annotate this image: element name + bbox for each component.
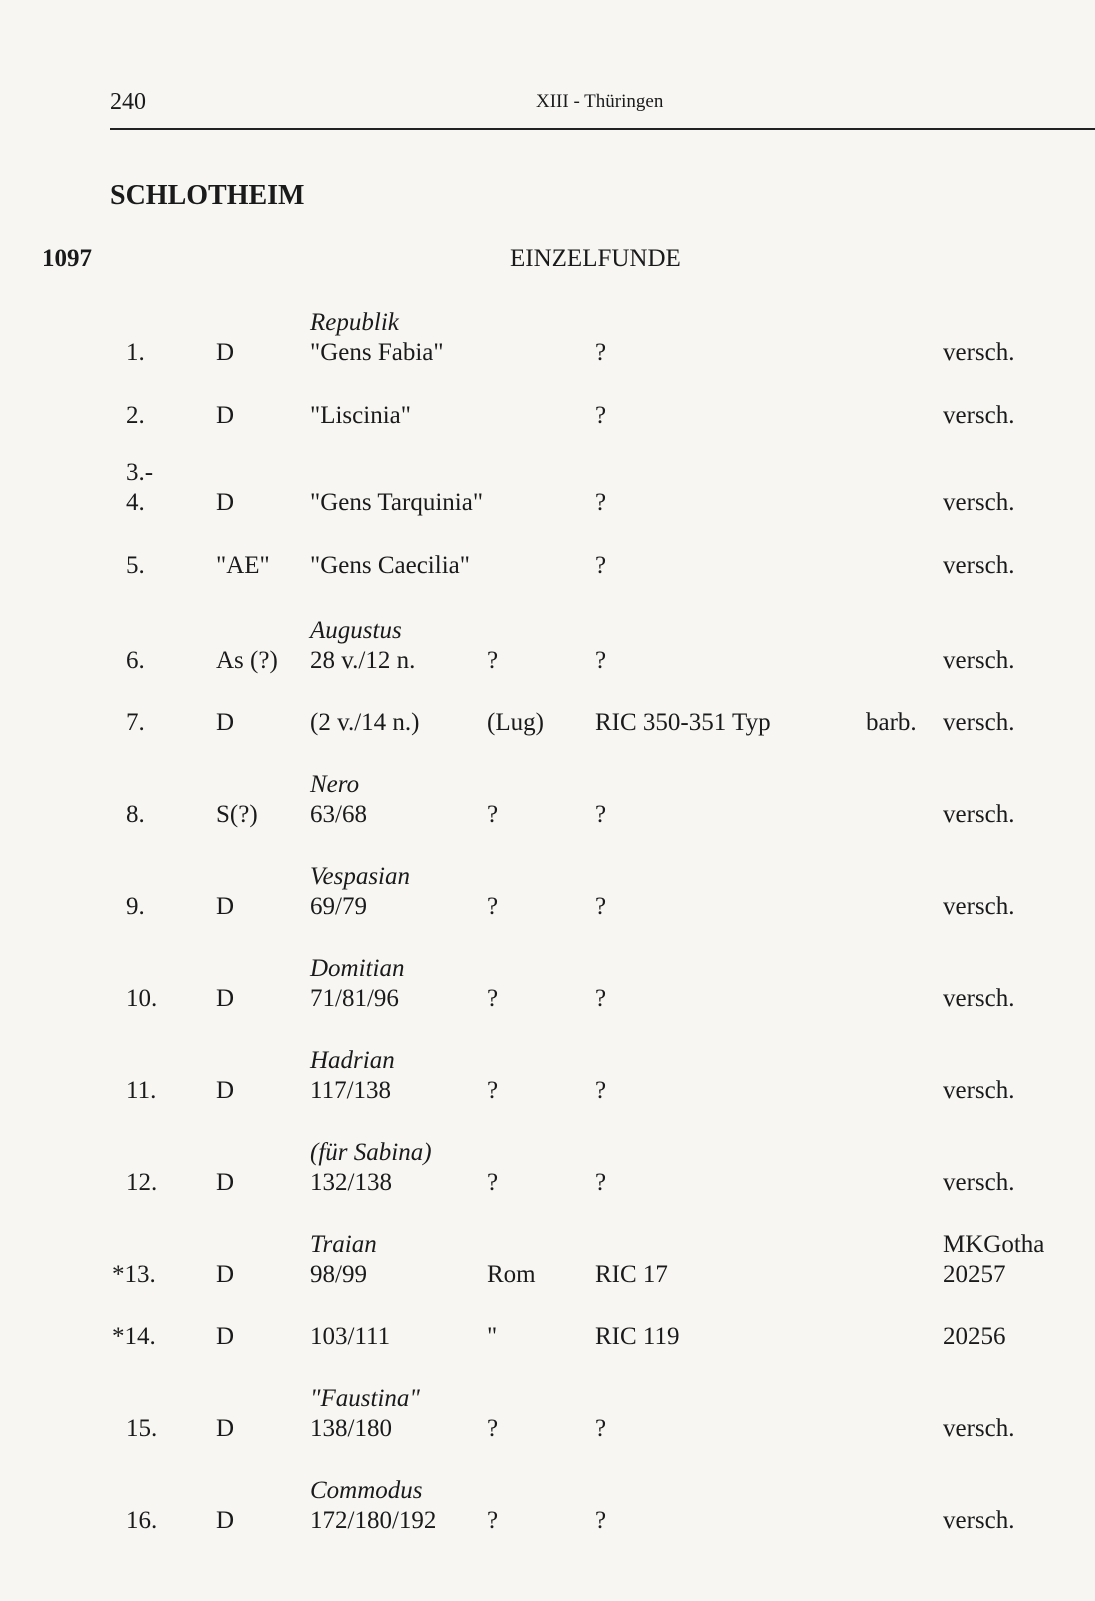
entry-number: 2. xyxy=(126,402,145,429)
mint: ? xyxy=(487,1415,499,1442)
mint: ? xyxy=(487,985,499,1012)
date-or-type: 172/180/192 xyxy=(310,1507,437,1534)
find-number: 1097 xyxy=(42,245,92,272)
entry-number: 3.- xyxy=(126,459,154,486)
entry-number: 8. xyxy=(126,801,145,828)
date-or-type: 28 v./12 n. xyxy=(310,647,416,674)
entry-number: 4. xyxy=(126,489,145,516)
reference: ? xyxy=(595,893,607,920)
date-or-type: 132/138 xyxy=(310,1169,392,1196)
location: versch. xyxy=(943,339,1015,366)
location: versch. xyxy=(943,647,1015,674)
ruler-heading: Vespasian xyxy=(310,863,410,890)
mint: ? xyxy=(487,801,499,828)
denomination: D xyxy=(216,339,235,366)
location: versch. xyxy=(943,893,1015,920)
date-or-type: "Gens Caecilia" xyxy=(310,552,470,579)
denomination: S(?) xyxy=(216,801,258,828)
reference: ? xyxy=(595,1507,607,1534)
location: versch. xyxy=(943,1507,1015,1534)
denomination: D xyxy=(216,1077,235,1104)
ruler-heading: "Faustina" xyxy=(310,1385,420,1412)
denomination: D xyxy=(216,1415,235,1442)
date-or-type: 98/99 xyxy=(310,1261,367,1288)
location: versch. xyxy=(943,801,1015,828)
date-or-type: 138/180 xyxy=(310,1415,392,1442)
header-rule xyxy=(110,128,1095,130)
mint: (Lug) xyxy=(487,709,544,736)
date-or-type: "Gens Fabia" xyxy=(310,339,444,366)
mint: ? xyxy=(487,893,499,920)
ruler-heading: Traian xyxy=(310,1231,377,1258)
section-title: EINZELFUNDE xyxy=(510,245,681,272)
denomination: As (?) xyxy=(216,647,278,674)
ruler-heading: Nero xyxy=(310,771,360,798)
denomination: D xyxy=(216,402,235,429)
entry-number: *14. xyxy=(112,1323,156,1350)
entry-number: 6. xyxy=(126,647,145,674)
denomination: D xyxy=(216,1261,235,1288)
entry-number: 1. xyxy=(126,339,145,366)
reference: RIC 350-351 Typ xyxy=(595,709,771,736)
page-number: 240 xyxy=(110,89,146,115)
date-or-type: 63/68 xyxy=(310,801,367,828)
reference: ? xyxy=(595,552,607,579)
entry-number: 11. xyxy=(126,1077,157,1104)
ruler-heading: Domitian xyxy=(310,955,405,982)
mint: ? xyxy=(487,1169,499,1196)
reference: ? xyxy=(595,647,607,674)
reference: ? xyxy=(595,402,607,429)
denomination: "AE" xyxy=(216,552,270,579)
reference: ? xyxy=(595,1077,607,1104)
ruler-heading: Republik xyxy=(310,309,399,336)
entry-number: 15. xyxy=(126,1415,158,1442)
entry-number: 9. xyxy=(126,893,145,920)
location: versch. xyxy=(943,709,1015,736)
entry-number: 10. xyxy=(126,985,158,1012)
reference: RIC 17 xyxy=(595,1261,668,1288)
reference: ? xyxy=(595,1169,607,1196)
entry-number: 12. xyxy=(126,1169,158,1196)
date-or-type: 103/111 xyxy=(310,1323,391,1350)
entry-number: 5. xyxy=(126,552,145,579)
denomination: D xyxy=(216,985,235,1012)
date-or-type: (2 v./14 n.) xyxy=(310,709,420,736)
entry-number: *13. xyxy=(112,1261,156,1288)
mint: ? xyxy=(487,1077,499,1104)
entry-number: 7. xyxy=(126,709,145,736)
denomination: D xyxy=(216,893,235,920)
reference: RIC 119 xyxy=(595,1323,680,1350)
ruler-heading: (für Sabina) xyxy=(310,1139,432,1166)
denomination: D xyxy=(216,489,235,516)
ruler-heading: Hadrian xyxy=(310,1047,395,1074)
place-title: SCHLOTHEIM xyxy=(110,180,305,211)
reference: ? xyxy=(595,489,607,516)
location: versch. xyxy=(943,1415,1015,1442)
denomination: D xyxy=(216,1169,235,1196)
running-title: XIII - Thüringen xyxy=(536,91,664,112)
location: 20257 xyxy=(943,1261,1006,1288)
reference: ? xyxy=(595,985,607,1012)
location: versch. xyxy=(943,985,1015,1012)
mint: Rom xyxy=(487,1261,536,1288)
ruler-heading: Commodus xyxy=(310,1477,423,1504)
location: versch. xyxy=(943,1077,1015,1104)
mint: " xyxy=(487,1323,498,1350)
denomination: D xyxy=(216,709,235,736)
location: 20256 xyxy=(943,1323,1006,1350)
reference: ? xyxy=(595,339,607,366)
entry-number: 16. xyxy=(126,1507,158,1534)
date-or-type: 69/79 xyxy=(310,893,367,920)
location: versch. xyxy=(943,489,1015,516)
ruler-heading: Augustus xyxy=(310,617,402,644)
location: versch. xyxy=(943,402,1015,429)
date-or-type: 117/138 xyxy=(310,1077,392,1104)
note: barb. xyxy=(866,709,917,736)
date-or-type: "Gens Tarquinia" xyxy=(310,489,484,516)
denomination: D xyxy=(216,1323,235,1350)
reference: ? xyxy=(595,1415,607,1442)
denomination: D xyxy=(216,1507,235,1534)
location: versch. xyxy=(943,1169,1015,1196)
reference: ? xyxy=(595,801,607,828)
location-heading: MKGotha xyxy=(943,1231,1045,1258)
location: versch. xyxy=(943,552,1015,579)
mint: ? xyxy=(487,647,499,674)
date-or-type: "Liscinia" xyxy=(310,402,411,429)
date-or-type: 71/81/96 xyxy=(310,985,399,1012)
mint: ? xyxy=(487,1507,499,1534)
